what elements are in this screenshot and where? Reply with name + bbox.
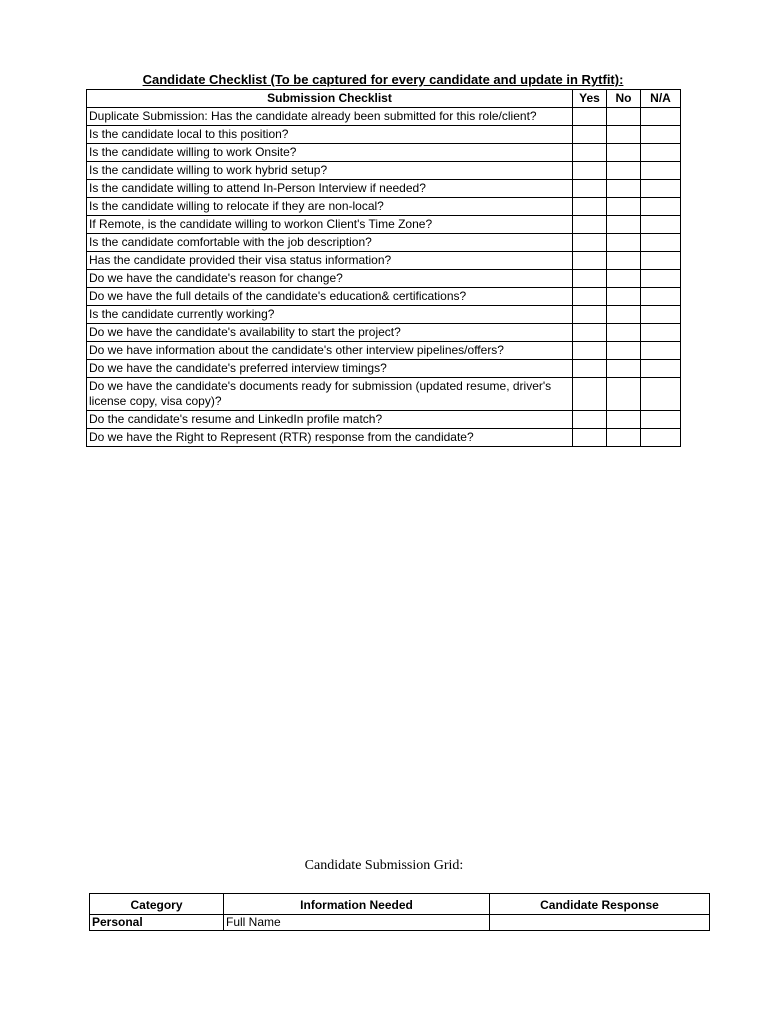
- checkbox-na-cell[interactable]: [641, 324, 681, 342]
- submission-grid-title: Candidate Submission Grid:: [304, 858, 464, 873]
- checklist-question: Do we have the candidate's availability to start the project?: [87, 324, 573, 342]
- checklist-row: [87, 360, 681, 378]
- checkbox-no-cell[interactable]: [607, 342, 641, 360]
- checkbox-no-cell[interactable]: [607, 216, 641, 234]
- checklist-question: Do we have information about the candidate's other interview pipelines/offers?: [87, 342, 573, 360]
- checklist-question: If Remote, is the candidate willing to workon Client's Time Zone?: [87, 216, 573, 234]
- checkbox-na-cell[interactable]: [641, 234, 681, 252]
- submission-grid-table: [89, 893, 710, 931]
- checkbox-na-cell[interactable]: [641, 429, 681, 447]
- grid-header-row: [90, 894, 710, 915]
- checkbox-no-cell[interactable]: [607, 180, 641, 198]
- checkbox-na-cell[interactable]: [641, 180, 681, 198]
- checklist-row: [87, 126, 681, 144]
- checklist-row: [87, 216, 681, 234]
- checklist-title: Candidate Checklist (To be captured for every candidate and update in Rytfit):: [142, 72, 624, 87]
- checkbox-yes-cell[interactable]: [573, 342, 607, 360]
- checklist-row: [87, 108, 681, 126]
- checkbox-no-cell[interactable]: [607, 126, 641, 144]
- checkbox-no-cell[interactable]: [607, 411, 641, 429]
- checkbox-no-cell[interactable]: [607, 288, 641, 306]
- header-category: Category: [90, 894, 224, 915]
- checklist-question: Duplicate Submission: Has the candidate already been submitted for this role/client?: [87, 108, 573, 126]
- checkbox-yes-cell[interactable]: [573, 180, 607, 198]
- checklist-question: Do the candidate's resume and LinkedIn profile match?: [87, 411, 573, 429]
- checkbox-yes-cell[interactable]: [573, 324, 607, 342]
- checkbox-na-cell[interactable]: [641, 306, 681, 324]
- checkbox-no-cell[interactable]: [607, 360, 641, 378]
- checkbox-no-cell[interactable]: [607, 252, 641, 270]
- header-candidate-response: Candidate Response: [490, 894, 710, 915]
- checklist-row: [87, 234, 681, 252]
- checkbox-na-cell[interactable]: [641, 198, 681, 216]
- checklist-question: Do we have the candidate's documents ready for submission (updated resume, driver's license copy, visa copy)?: [87, 378, 573, 411]
- checklist-question: Is the candidate willing to work hybrid setup?: [87, 162, 573, 180]
- checkbox-na-cell[interactable]: [641, 108, 681, 126]
- checkbox-yes-cell[interactable]: [573, 234, 607, 252]
- checkbox-yes-cell[interactable]: [573, 144, 607, 162]
- checklist-question: Do we have the Right to Represent (RTR) response from the candidate?: [87, 429, 573, 447]
- checklist-row: [87, 324, 681, 342]
- checklist-question: Is the candidate willing to work Onsite?: [87, 144, 573, 162]
- checklist-row: [87, 429, 681, 447]
- checkbox-yes-cell[interactable]: [573, 252, 607, 270]
- checklist-question: Is the candidate currently working?: [87, 306, 573, 324]
- checkbox-no-cell[interactable]: [607, 270, 641, 288]
- checkbox-na-cell[interactable]: [641, 162, 681, 180]
- checklist-row: [87, 198, 681, 216]
- checklist-question: Do we have the candidate's preferred interview timings?: [87, 360, 573, 378]
- checkbox-na-cell[interactable]: [641, 252, 681, 270]
- checklist-row: [87, 378, 681, 411]
- checkbox-no-cell[interactable]: [607, 108, 641, 126]
- checkbox-yes-cell[interactable]: [573, 411, 607, 429]
- checklist-question: Is the candidate willing to relocate if they are non-local?: [87, 198, 573, 216]
- checkbox-no-cell[interactable]: [607, 162, 641, 180]
- checkbox-na-cell[interactable]: [641, 270, 681, 288]
- checkbox-yes-cell[interactable]: [573, 216, 607, 234]
- checklist-table: [86, 89, 681, 447]
- checklist-question: Do we have the candidate's reason for change?: [87, 270, 573, 288]
- checkbox-yes-cell[interactable]: [573, 306, 607, 324]
- checklist-row: [87, 180, 681, 198]
- checklist-row: [87, 162, 681, 180]
- checklist-question: Is the candidate local to this position?: [87, 126, 573, 144]
- checkbox-yes-cell[interactable]: [573, 429, 607, 447]
- grid-category-cell: Personal: [90, 915, 224, 931]
- header-information-needed: Information Needed: [224, 894, 490, 915]
- checkbox-yes-cell[interactable]: [573, 162, 607, 180]
- header-yes: Yes: [573, 90, 607, 108]
- checklist-header-row: [87, 90, 681, 108]
- grid-info-cell: Full Name: [224, 915, 490, 931]
- checkbox-na-cell[interactable]: [641, 216, 681, 234]
- header-na: N/A: [641, 90, 681, 108]
- checklist-row: [87, 144, 681, 162]
- checkbox-yes-cell[interactable]: [573, 108, 607, 126]
- checklist-row: [87, 306, 681, 324]
- checkbox-na-cell[interactable]: [641, 144, 681, 162]
- checkbox-no-cell[interactable]: [607, 324, 641, 342]
- checklist-row: [87, 342, 681, 360]
- checkbox-yes-cell[interactable]: [573, 360, 607, 378]
- checkbox-yes-cell[interactable]: [573, 198, 607, 216]
- checkbox-no-cell[interactable]: [607, 234, 641, 252]
- checklist-question: Do we have the full details of the candidate's education& certifications?: [87, 288, 573, 306]
- checklist-row: [87, 411, 681, 429]
- checklist-question: Is the candidate willing to attend In-Person Interview if needed?: [87, 180, 573, 198]
- checkbox-na-cell[interactable]: [641, 411, 681, 429]
- header-no: No: [607, 90, 641, 108]
- checkbox-na-cell[interactable]: [641, 378, 681, 411]
- checkbox-no-cell[interactable]: [607, 306, 641, 324]
- checkbox-no-cell[interactable]: [607, 144, 641, 162]
- checkbox-na-cell[interactable]: [641, 288, 681, 306]
- checkbox-no-cell[interactable]: [607, 198, 641, 216]
- checkbox-na-cell[interactable]: [641, 126, 681, 144]
- checkbox-na-cell[interactable]: [641, 342, 681, 360]
- checklist-row: [87, 288, 681, 306]
- checklist-question: Has the candidate provided their visa status information?: [87, 252, 573, 270]
- checkbox-yes-cell[interactable]: [573, 126, 607, 144]
- checkbox-na-cell[interactable]: [641, 360, 681, 378]
- checkbox-yes-cell[interactable]: [573, 270, 607, 288]
- checkbox-yes-cell[interactable]: [573, 378, 607, 411]
- header-submission-checklist: Submission Checklist: [87, 90, 573, 108]
- checklist-row: [87, 270, 681, 288]
- checklist-question: Is the candidate comfortable with the job description?: [87, 234, 573, 252]
- grid-response-cell[interactable]: [490, 915, 710, 931]
- checkbox-no-cell[interactable]: [607, 429, 641, 447]
- grid-row: [90, 915, 710, 931]
- checklist-row: [87, 252, 681, 270]
- checkbox-yes-cell[interactable]: [573, 288, 607, 306]
- checkbox-no-cell[interactable]: [607, 378, 641, 411]
